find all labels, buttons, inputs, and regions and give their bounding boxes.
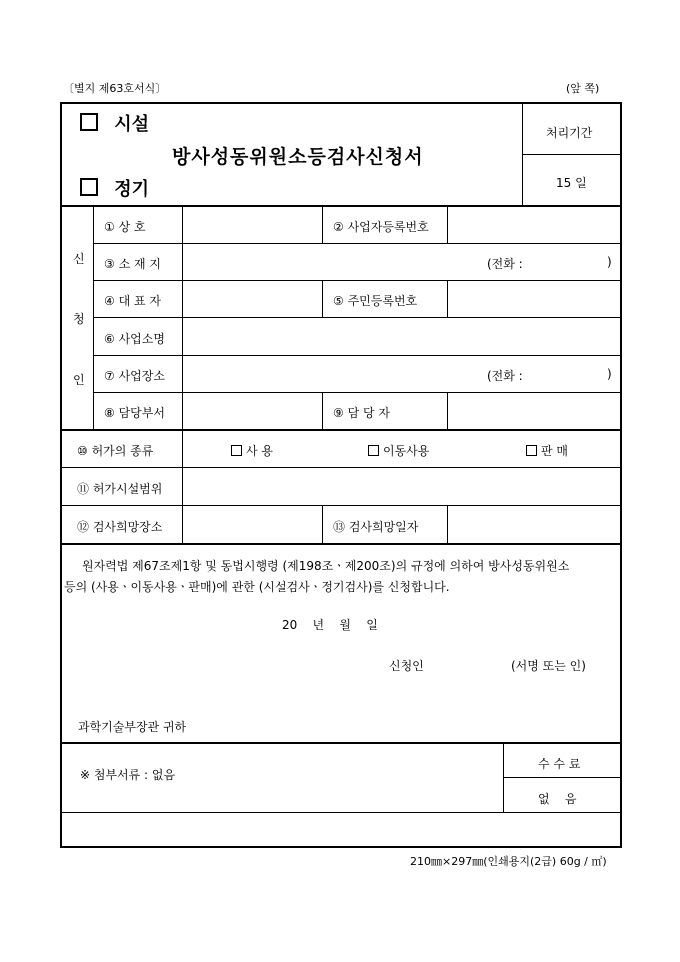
label-trade-name: ① 상 호 [104, 220, 146, 234]
label-representative: ④ 대 표 자 [104, 294, 161, 308]
option-facility[interactable] [80, 110, 149, 136]
applicant-char-2: 청 [73, 312, 85, 326]
periodic-checkbox[interactable] [80, 178, 98, 196]
permit-mobile-option[interactable] [368, 442, 429, 459]
label-address: ③ 소 재 지 [104, 257, 161, 271]
attachments: ※ 첨부서류 : 없음 [80, 768, 176, 782]
place-phone-label: (전화 : [487, 369, 523, 383]
permit-mobile-checkbox[interactable] [368, 445, 379, 456]
permit-mobile-label: 이동사용 [383, 444, 430, 458]
applicant-char-3: 인 [73, 373, 85, 387]
facility-label: 시설 [114, 114, 150, 135]
form-title: 방사성동위원소등검사신청서 [172, 146, 424, 168]
address-phone-close: ) [607, 255, 612, 269]
statement-line-2: 등의 (사용ㆍ이동사용ㆍ판매)에 관한 (시설검사ㆍ정기검사)를 신청합니다. [64, 580, 450, 594]
applicant-label: 신청인 [389, 659, 424, 673]
permit-use-option[interactable] [231, 442, 273, 459]
paper-spec: 210㎜×297㎜(인쇄용지(2급) 60g / ㎡) [410, 855, 607, 868]
label-inspection-date: ⑬ 검사희망일자 [333, 520, 419, 534]
permit-use-label: 사 용 [246, 444, 273, 458]
form-frame [60, 102, 622, 848]
permit-sale-checkbox[interactable] [526, 445, 537, 456]
label-permit-type: ⑩ 허가의 종류 [77, 444, 154, 458]
place-phone-close: ) [607, 367, 612, 381]
facility-checkbox[interactable] [80, 113, 98, 131]
label-business-reg-no: ② 사업자등록번호 [333, 220, 429, 234]
label-contact-person: ⑨ 담 당 자 [333, 406, 390, 420]
option-periodic[interactable] [80, 175, 149, 201]
label-business-place: ⑦ 사업장소 [104, 369, 165, 383]
form-number: 〔별지 제63호서식〕 [63, 82, 167, 95]
label-inspection-place: ⑫ 검사희망장소 [77, 520, 163, 534]
periodic-label: 정기 [114, 179, 150, 200]
fee-label: 수 수 료 [538, 757, 581, 771]
permit-use-checkbox[interactable] [231, 445, 242, 456]
permit-sale-option[interactable] [526, 442, 568, 459]
label-resident-reg-no: ⑤ 주민등록번호 [333, 294, 418, 308]
applicant-char-1: 신 [73, 252, 85, 266]
page-side: (앞 쪽) [566, 82, 600, 95]
application-date: 20 년 월 일 [282, 618, 378, 632]
recipient: 과학기술부장관 귀하 [78, 720, 187, 734]
signature-label: (서명 또는 인) [511, 659, 586, 673]
address-phone-label: (전화 : [487, 257, 523, 271]
fee-value: 없 음 [538, 792, 577, 806]
period-label: 처리기간 [546, 126, 593, 140]
period-value: 15 일 [556, 176, 587, 190]
label-department: ⑧ 담당부서 [104, 406, 165, 420]
label-permit-scope: ⑪ 허가시설범위 [77, 482, 163, 496]
label-office-name: ⑥ 사업소명 [104, 332, 165, 346]
permit-sale-label: 판 매 [541, 444, 568, 458]
statement-line-1: 원자력법 제67조제1항 및 동법시행령 (제198조ㆍ제200조)의 규정에 의하여 방사성동위원소 [82, 559, 570, 573]
